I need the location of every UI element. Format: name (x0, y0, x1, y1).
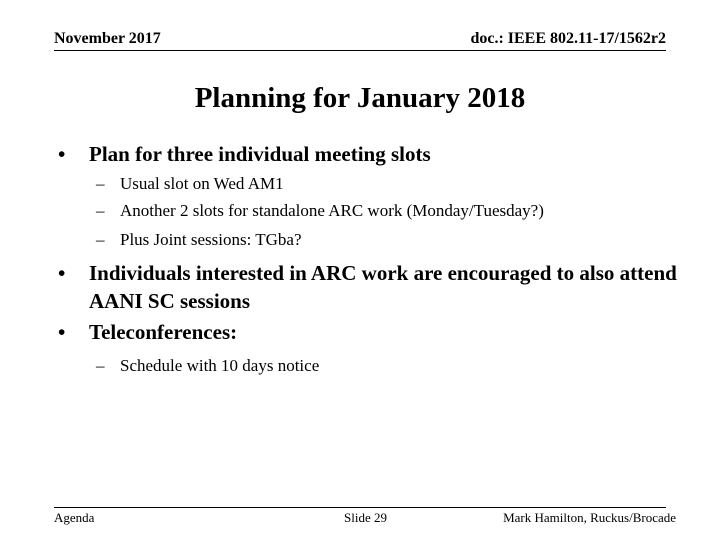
bullet-text: Plan for three individual meeting slots (89, 142, 431, 166)
header-divider (54, 50, 666, 51)
sub-item (96, 355, 676, 377)
bullet-text: Individuals interested in ARC work are encouraged to also attend AANI SC sessions (89, 261, 677, 313)
sub-item-text: Plus Joint sessions: TGba? (120, 230, 302, 249)
bullet-item (58, 318, 678, 346)
header-doc-id: doc.: IEEE 802.11-17/1562r2 (470, 30, 666, 47)
slide-number: Slide 29 (344, 510, 387, 525)
sub-item-text: Schedule with 10 days notice (120, 356, 320, 375)
dash-icon: – (96, 174, 105, 193)
sub-item-text: Usual slot on Wed AM1 (120, 174, 284, 193)
bullet-text: Teleconferences: (89, 320, 238, 344)
footer-author: Mark Hamilton, Ruckus/Brocade (503, 510, 676, 525)
dash-icon: – (96, 230, 105, 249)
dash-icon: – (96, 201, 105, 220)
dash-icon: – (96, 356, 105, 375)
footer-section: Agenda (54, 510, 95, 525)
sub-item-text: Another 2 slots for standalone ARC work (Monday/Tuesday?) (120, 201, 544, 220)
header-date: November 2017 (54, 30, 161, 47)
sub-item (96, 173, 676, 195)
footer-divider (54, 507, 666, 508)
bullet-item (58, 140, 678, 168)
slide-title: Planning for January 2018 (194, 82, 526, 114)
bullet-item (58, 259, 678, 315)
bullet-icon: • (58, 261, 66, 285)
sub-item (96, 229, 676, 251)
bullet-icon: • (58, 142, 66, 166)
sub-item (96, 200, 676, 222)
bullet-icon: • (58, 320, 66, 344)
